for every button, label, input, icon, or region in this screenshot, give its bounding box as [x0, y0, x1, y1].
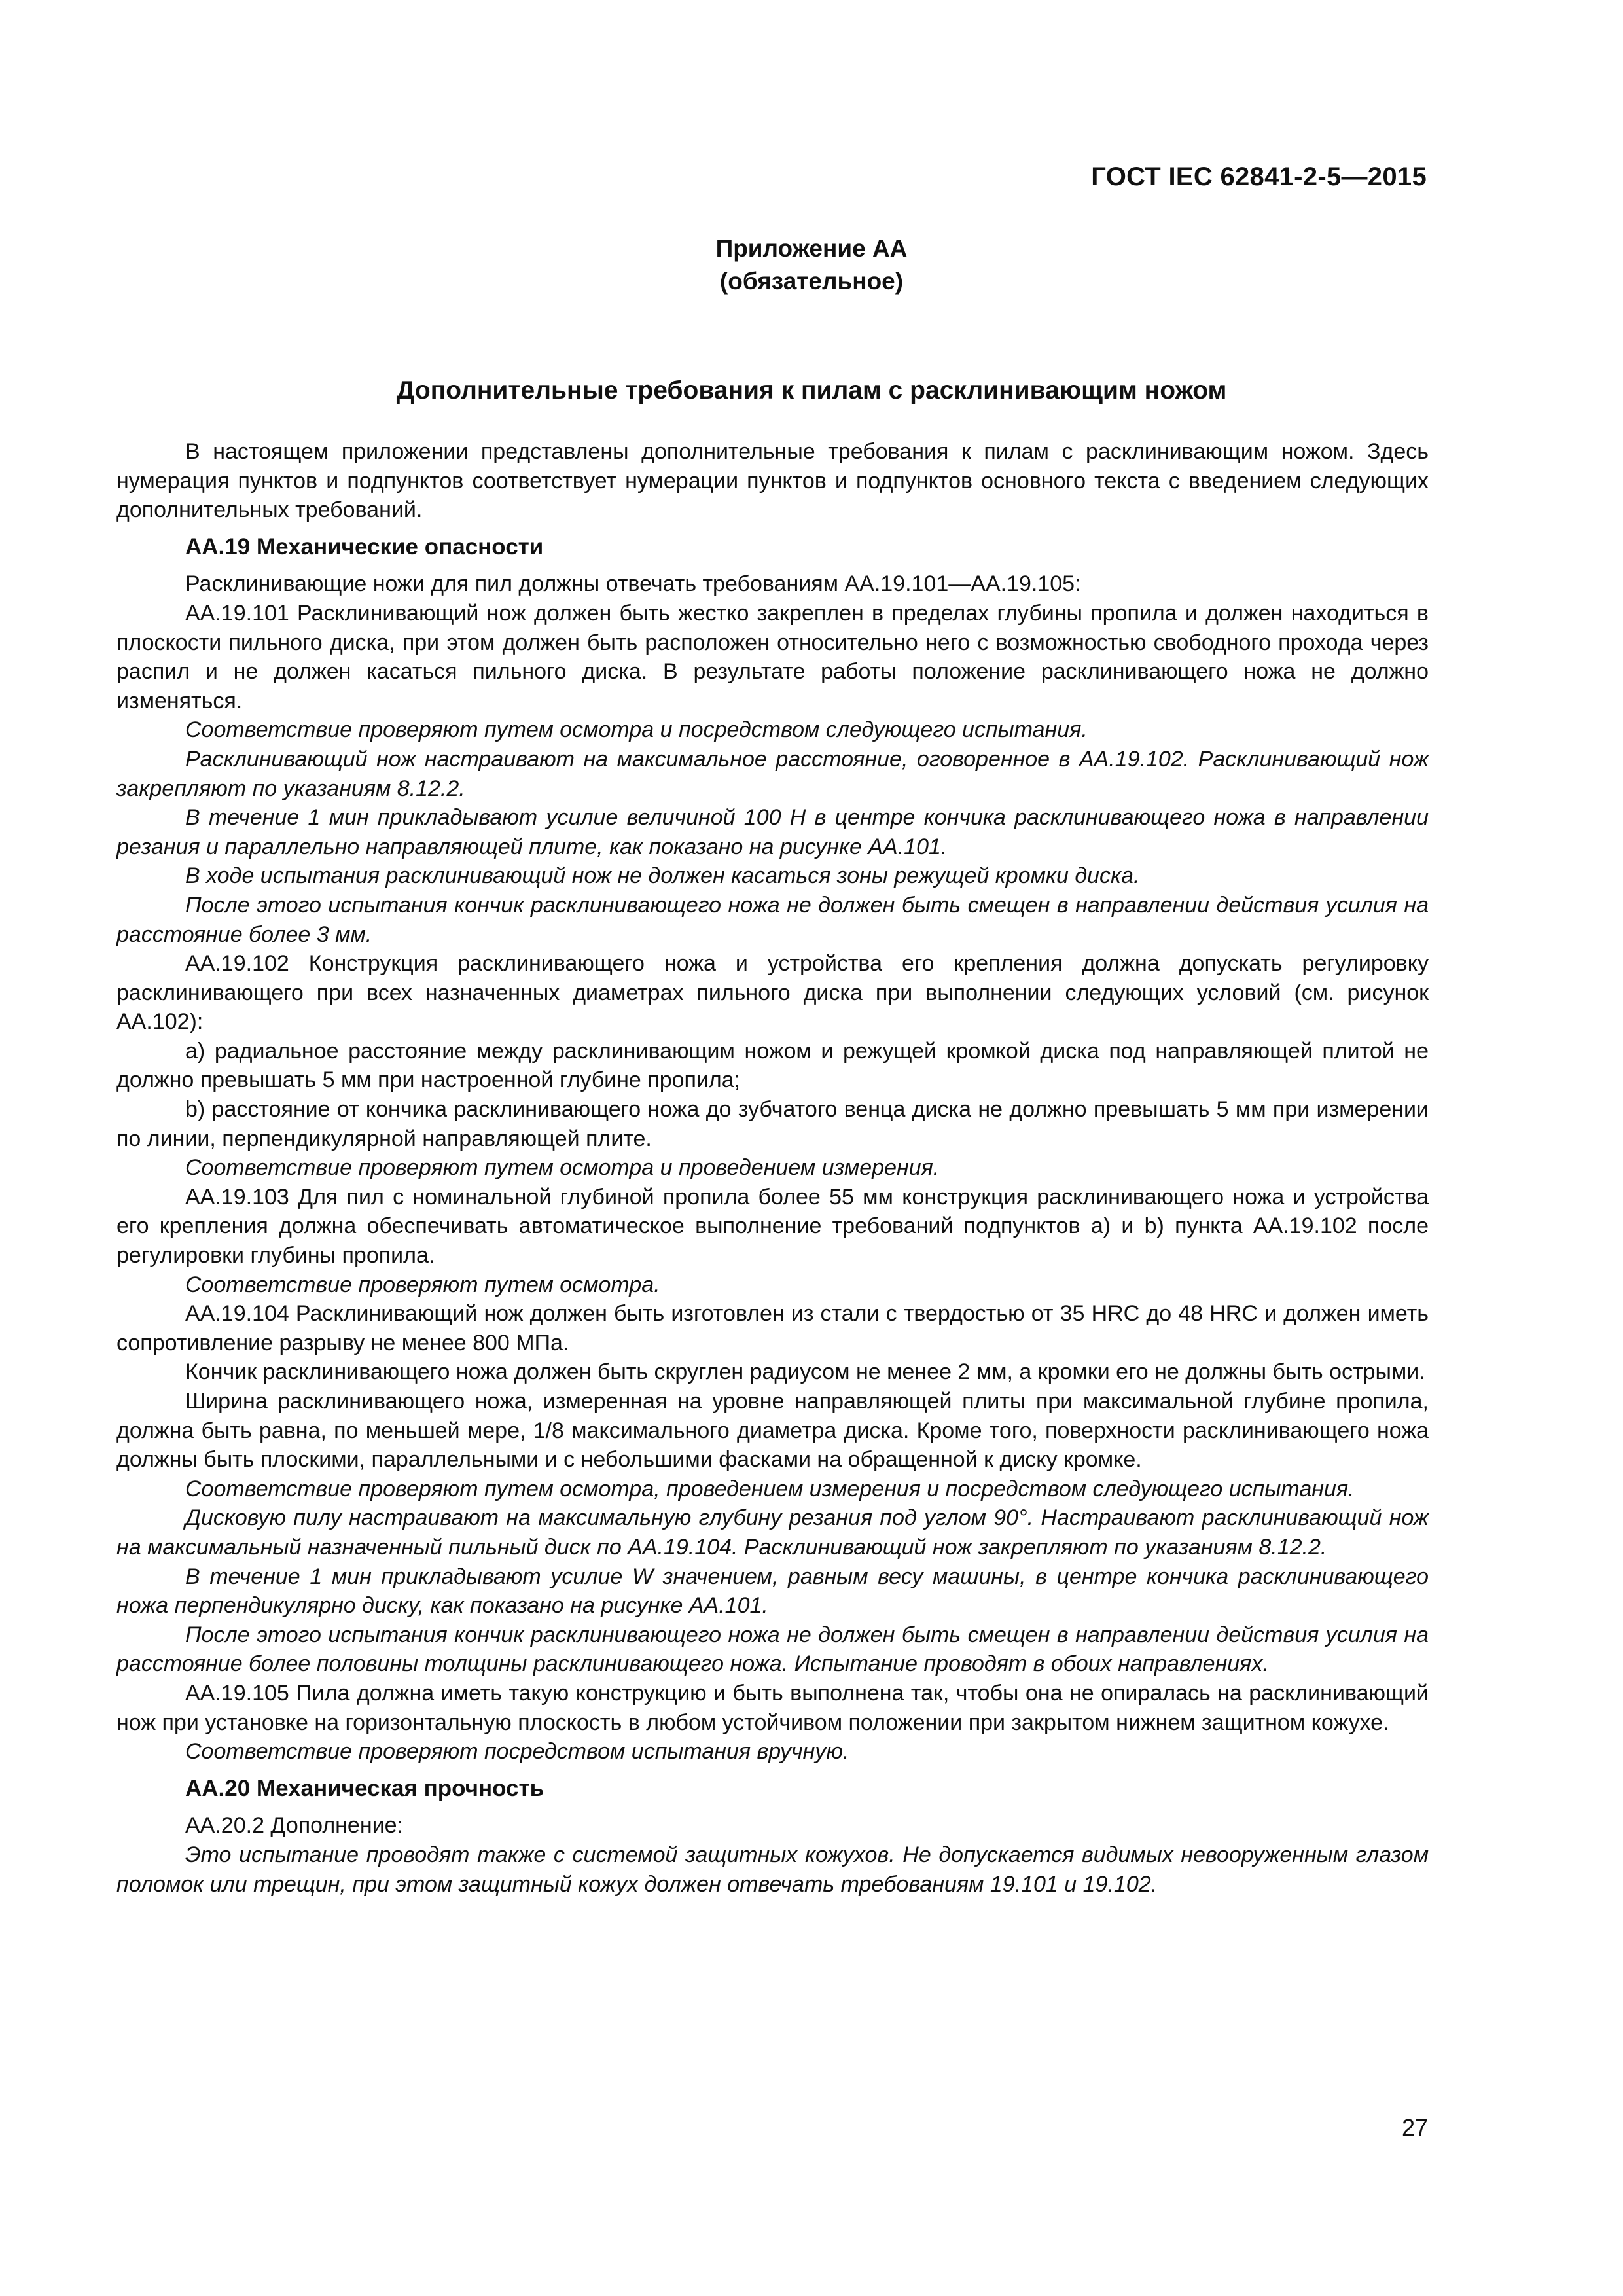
list-item-b: b) расстояние от кончика расклинивающего ножа до зубчатого венца диска не должно превышать 5 мм при измерении по линии, перпендикулярной направляющей плите.	[116, 1097, 1429, 1151]
paragraph: Ширина расклинивающего ножа, измеренная на уровне направляющей плиты при максимальной глубине пропила, должна быть равна, по меньшей мере, 1/8 максимального диаметра диска. Кроме того, поверхности расклинивающего ножа должны быть плоскими, параллельными и с небольшими фасками на обращенной к диску кромке.	[116, 1389, 1429, 1473]
test-paragraph: В ходе испытания расклинивающий нож не должен касаться зоны режущей кромки диска.	[185, 863, 1140, 889]
test-paragraph: Расклинивающий нож настраивают на максимальное расстояние, оговоренное в АА.19.102. Расклинивающий нож закрепляют по указаниям 8.12.2.	[116, 746, 1429, 801]
annex-title: Дополнительные требования к пилам с расклинивающим ножом	[396, 376, 1227, 404]
page-number: 27	[1401, 2114, 1428, 2141]
paragraph: Кончик расклинивающего ножа должен быть скруглен радиусом не менее 2 мм, а кромки его не должны быть острыми.	[185, 1359, 1425, 1385]
annex-heading	[0, 232, 1623, 298]
test-paragraph: Дисковую пилу настраивают на максимальную глубину резания под углом 90°. Настраивают расклинивающий нож на максимальный назначенный пильный диск по АА.19.104. Расклинивающий нож закрепляют по указаниям 8.12.2.	[116, 1505, 1429, 1560]
compliance-note: Соответствие проверяют путем осмотра, проведением измерения и посредством следующего испытания.	[185, 1476, 1355, 1501]
test-paragraph: После этого испытания кончик расклинивающего ножа не должен быть смещен в направлении действия усилия на расстояние более половины толщины расклинивающего ножа. Испытание проводят в обоих направлениях.	[116, 1622, 1429, 1677]
document-body	[116, 437, 1429, 1899]
clause-aa19-104: АА.19.104 Расклинивающий нож должен быть изготовлен из стали с твердостью от 35 HRC до 48 HRC и должен иметь сопротивление разрыву не менее 800 МПа.	[116, 1301, 1429, 1355]
section-heading-aa20: АА.20 Механическая прочность	[185, 1775, 544, 1801]
clause-aa19-105: АА.19.105 Пила должна иметь такую конструкцию и быть выполнена так, чтобы она не опиралась на расклинивающий нож при установке на горизонтальную плоскость в любом устойчивом положении при закрытом нижнем защитном кожухе.	[116, 1680, 1429, 1735]
clause-aa19-103: АА.19.103 Для пил с номинальной глубиной пропила более 55 мм конструкция расклинивающего ножа и устройства его крепления должна обеспечивать автоматическое выполнение требований подпунктов a) и b) пункта АА.19.102 после регулировки глубины пропила.	[116, 1184, 1429, 1268]
clause-aa19-101: АА.19.101 Расклинивающий нож должен быть жестко закреплен в пределах глубины пропила и должен находиться в плоскости пильного диска, при этом должен быть расположен относительно него с возможностью свободного прохода через распил и не должен касаться пильного диска. В результате работы положение расклинивающего ножа не должно изменяться.	[116, 600, 1429, 713]
clause-aa20-2: АА.20.2 Дополнение:	[185, 1813, 403, 1839]
list-item-a: а) радиальное расстояние между расклинивающим ножом и режущей кромкой диска под направляющей плитой не должно превышать 5 мм при настроенной глубине пропила;	[116, 1038, 1429, 1093]
paragraph: Расклинивающие ножи для пил должны отвечать требованиям АА.19.101—АА.19.105:	[185, 571, 1081, 597]
compliance-note: Соответствие проверяют посредством испытания вручную.	[185, 1739, 849, 1765]
section-heading-aa19: АА.19 Механические опасности	[185, 533, 544, 560]
compliance-note: Соответствие проверяют путем осмотра и посредством следующего испытания.	[185, 717, 1088, 743]
annex-label: Приложение АА	[715, 235, 908, 262]
compliance-note: Соответствие проверяют путем осмотра и проведением измерения.	[185, 1155, 940, 1181]
test-paragraph: В течение 1 мин прикладывают усилие величиной 100 Н в центре кончика расклинивающего ножа в направлении резания и параллельно направляющей плите, как показано на рисунке АА.101.	[116, 805, 1429, 859]
clause-aa19-102: АА.19.102 Конструкция расклинивающего ножа и устройства его крепления должна допускать регулировку расклинивающего при всех назначенных диаметрах пильного диска при выполнении следующих условий (см. рисунок АА.102):	[116, 951, 1429, 1035]
intro-paragraph: В настоящем приложении представлены дополнительные требования к пилам с расклинивающим ножом. Здесь нумерация пунктов и подпунктов соответствует нумерации пунктов и подпунктов основного текста с введением следующих дополнительных требований.	[116, 439, 1429, 523]
annex-status: (обязательное)	[719, 268, 904, 295]
test-paragraph: Это испытание проводят также с системой защитных кожухов. Не допускается видимых невооруженным глазом поломок или трещин, при этом защитный кожух должен отвечать требованиям 19.101 и 19.102.	[116, 1842, 1429, 1897]
test-paragraph: В течение 1 мин прикладывают усилие W значением, равным весу машины, в центре кончика расклинивающего ножа перпендикулярно диску, как показано на рисунке АА.101.	[116, 1564, 1429, 1619]
document-number: ГОСТ IEC 62841-2-5—2015	[1091, 162, 1427, 191]
compliance-note: Соответствие проверяют путем осмотра.	[185, 1272, 660, 1297]
test-paragraph: После этого испытания кончик расклинивающего ножа не должен быть смещен в направлении действия усилия на расстояние более 3 мм.	[116, 892, 1429, 947]
